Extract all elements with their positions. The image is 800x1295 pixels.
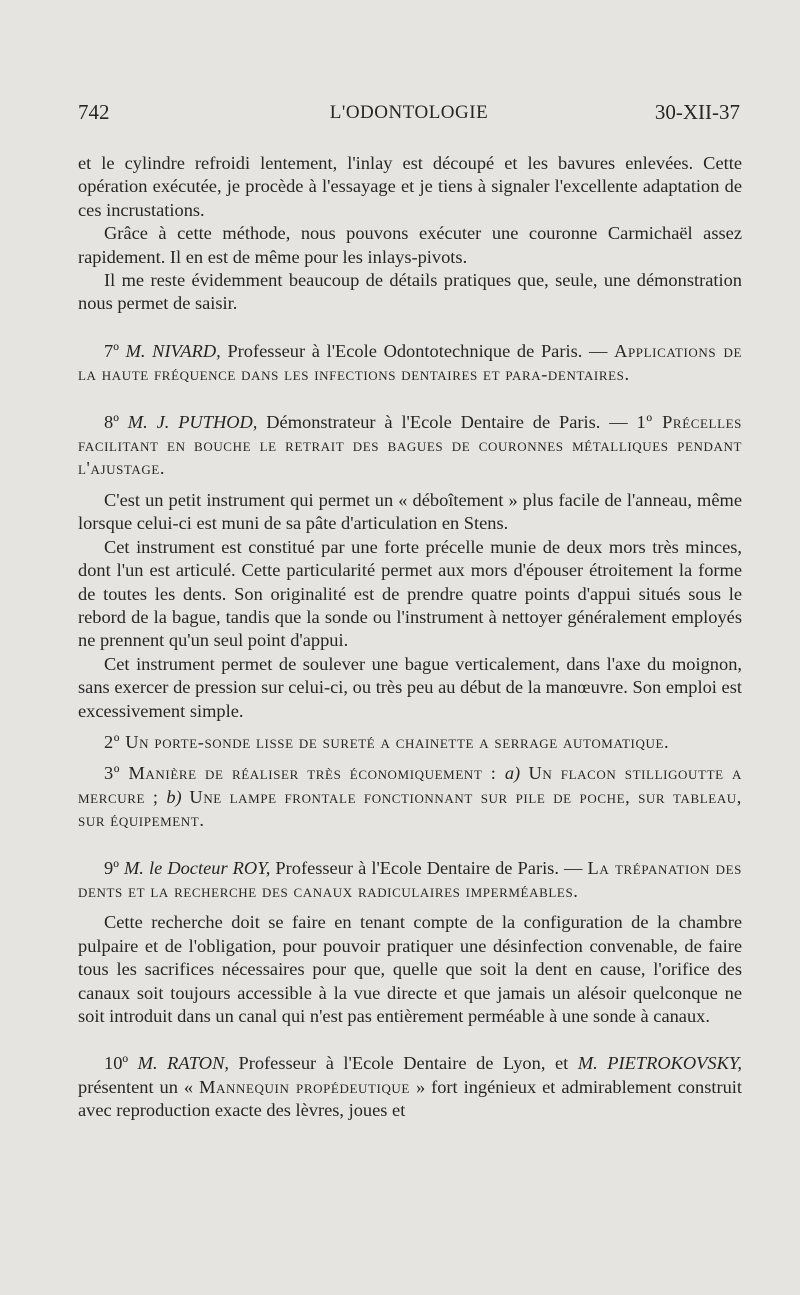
section-title: Applications de la haute fréquence dans les infections dentaires et para-dentaires. [78, 340, 742, 385]
section-8-heading [78, 411, 742, 481]
author-affiliation: Professeur à l'Ecole Odontotechnique de Paris. — [220, 340, 615, 361]
author-name: M. le Docteur ROY, [123, 857, 271, 878]
paragraph: C'est un petit instrument qui permet un « déboîtement » plus facile de l'anneau, même lorsque celui-ci est muni de sa pâte d'articulation en Stens. [78, 489, 742, 534]
page-number: 742 [78, 100, 110, 124]
item-text: Une lampe frontale fonctionnant sur pile de poche, sur tableau, sur équipement. [78, 786, 742, 831]
item-letter: a) [504, 763, 521, 784]
section-number: 9º [104, 857, 124, 878]
author-affiliation: Démonstrateur à l'Ecole Dentaire de Paris. — [257, 411, 637, 432]
issue-date: 30-XII-37 [654, 100, 740, 124]
section-number: 8º [104, 411, 128, 432]
section-title: La trépanation des dents et la recherche des canaux radiculaires imperméables. [78, 857, 742, 901]
section-title: Mannequin propédeutique [199, 1076, 410, 1097]
author-name: M. PIETROKOVSKY, [577, 1053, 742, 1074]
author-name: M. NIVARD, [125, 340, 221, 361]
author-name: M. J. PUTHOD, [127, 411, 258, 432]
page-header [78, 100, 740, 130]
section-7-heading [78, 340, 742, 387]
page-body [78, 152, 742, 1123]
item-letter: b) [166, 786, 182, 807]
section-text: présentent un « [78, 1076, 200, 1097]
author-affiliation: Professeur à l'Ecole Dentaire de Paris. — [270, 857, 588, 878]
author-affiliation: Professeur à l'Ecole Dentaire de Lyon, et [228, 1053, 578, 1074]
author-name: M. RATON, [137, 1053, 229, 1074]
list-item-3 [78, 762, 742, 832]
section-number: 7º [104, 340, 126, 361]
section-number: 10º [104, 1053, 138, 1074]
paragraph: Cette recherche doit se faire en tenant compte de la configuration de la chambre pulpaire et de l'obligation, pour pouvoir pratiquer une désinfection convenable, de faire tous les sacrifices nécessaires pour que, quelle que soit la dent en cause, l'orifice des canaux soit toujours accessible à la vue directe et que jamais un alésoir quelconque ne soit introduit dans un canal qui n'est pas entièrement perméable à une sonde à canaux. [78, 912, 742, 1026]
paragraph: Cet instrument permet de soulever une bague verticalement, dans l'axe du moignon, sans exercer de pression sur celui-ci, ou très peu au début de la manœuvre. Son emploi est excessivement simple. [78, 653, 742, 721]
paragraph: Cet instrument est constitué par une forte précelle munie de deux mors très minces, dont l'un est articulé. Cette particularité permet aux mors d'épouser étroitement la forme de toutes les dents. Son originalité est de prendre quatre points d'appui situés sous le rebord de la bague, tandis que la sonde ou l'instrument à nettoyer généralement employés ne prennent qu'un seul point d'appui. [78, 536, 742, 651]
list-item-2: 2º Un porte-sonde lisse de sureté a chainette a serrage automatique. [104, 731, 670, 752]
item-text: Un flacon stilligoutte a mercure ; [78, 763, 743, 807]
paragraph: Grâce à cette méthode, nous pouvons exécuter une couronne Carmichaël assez rapidement. Il en est de même pour les inlays-pivots. [78, 223, 742, 267]
paragraph: et le cylindre refroidi lentement, l'inlay est découpé et les bavures enlevées. Cette opération exécutée, je procède à l'essayage et je tiens à signaler l'excellente adaptation de ces incrustations. [78, 153, 742, 220]
section-text: » fort ingénieux et admirablement construit avec reproduction exacte des lèvres, joues et [78, 1076, 742, 1121]
paragraph: Il me reste évidemment beaucoup de détails pratiques que, seule, une démonstration nous permet de saisir. [78, 270, 742, 314]
item-text: 3º Manière de réaliser très économiquement : [104, 763, 505, 784]
running-title: L'ODONTOLOGIE [329, 102, 489, 123]
section-10-heading [78, 1052, 742, 1122]
section-9-heading [78, 857, 742, 904]
section-title: 1º Précelles facilitant en bouche le retrait des bagues de couronnes métalliques pendant l'ajustage. [78, 411, 743, 479]
